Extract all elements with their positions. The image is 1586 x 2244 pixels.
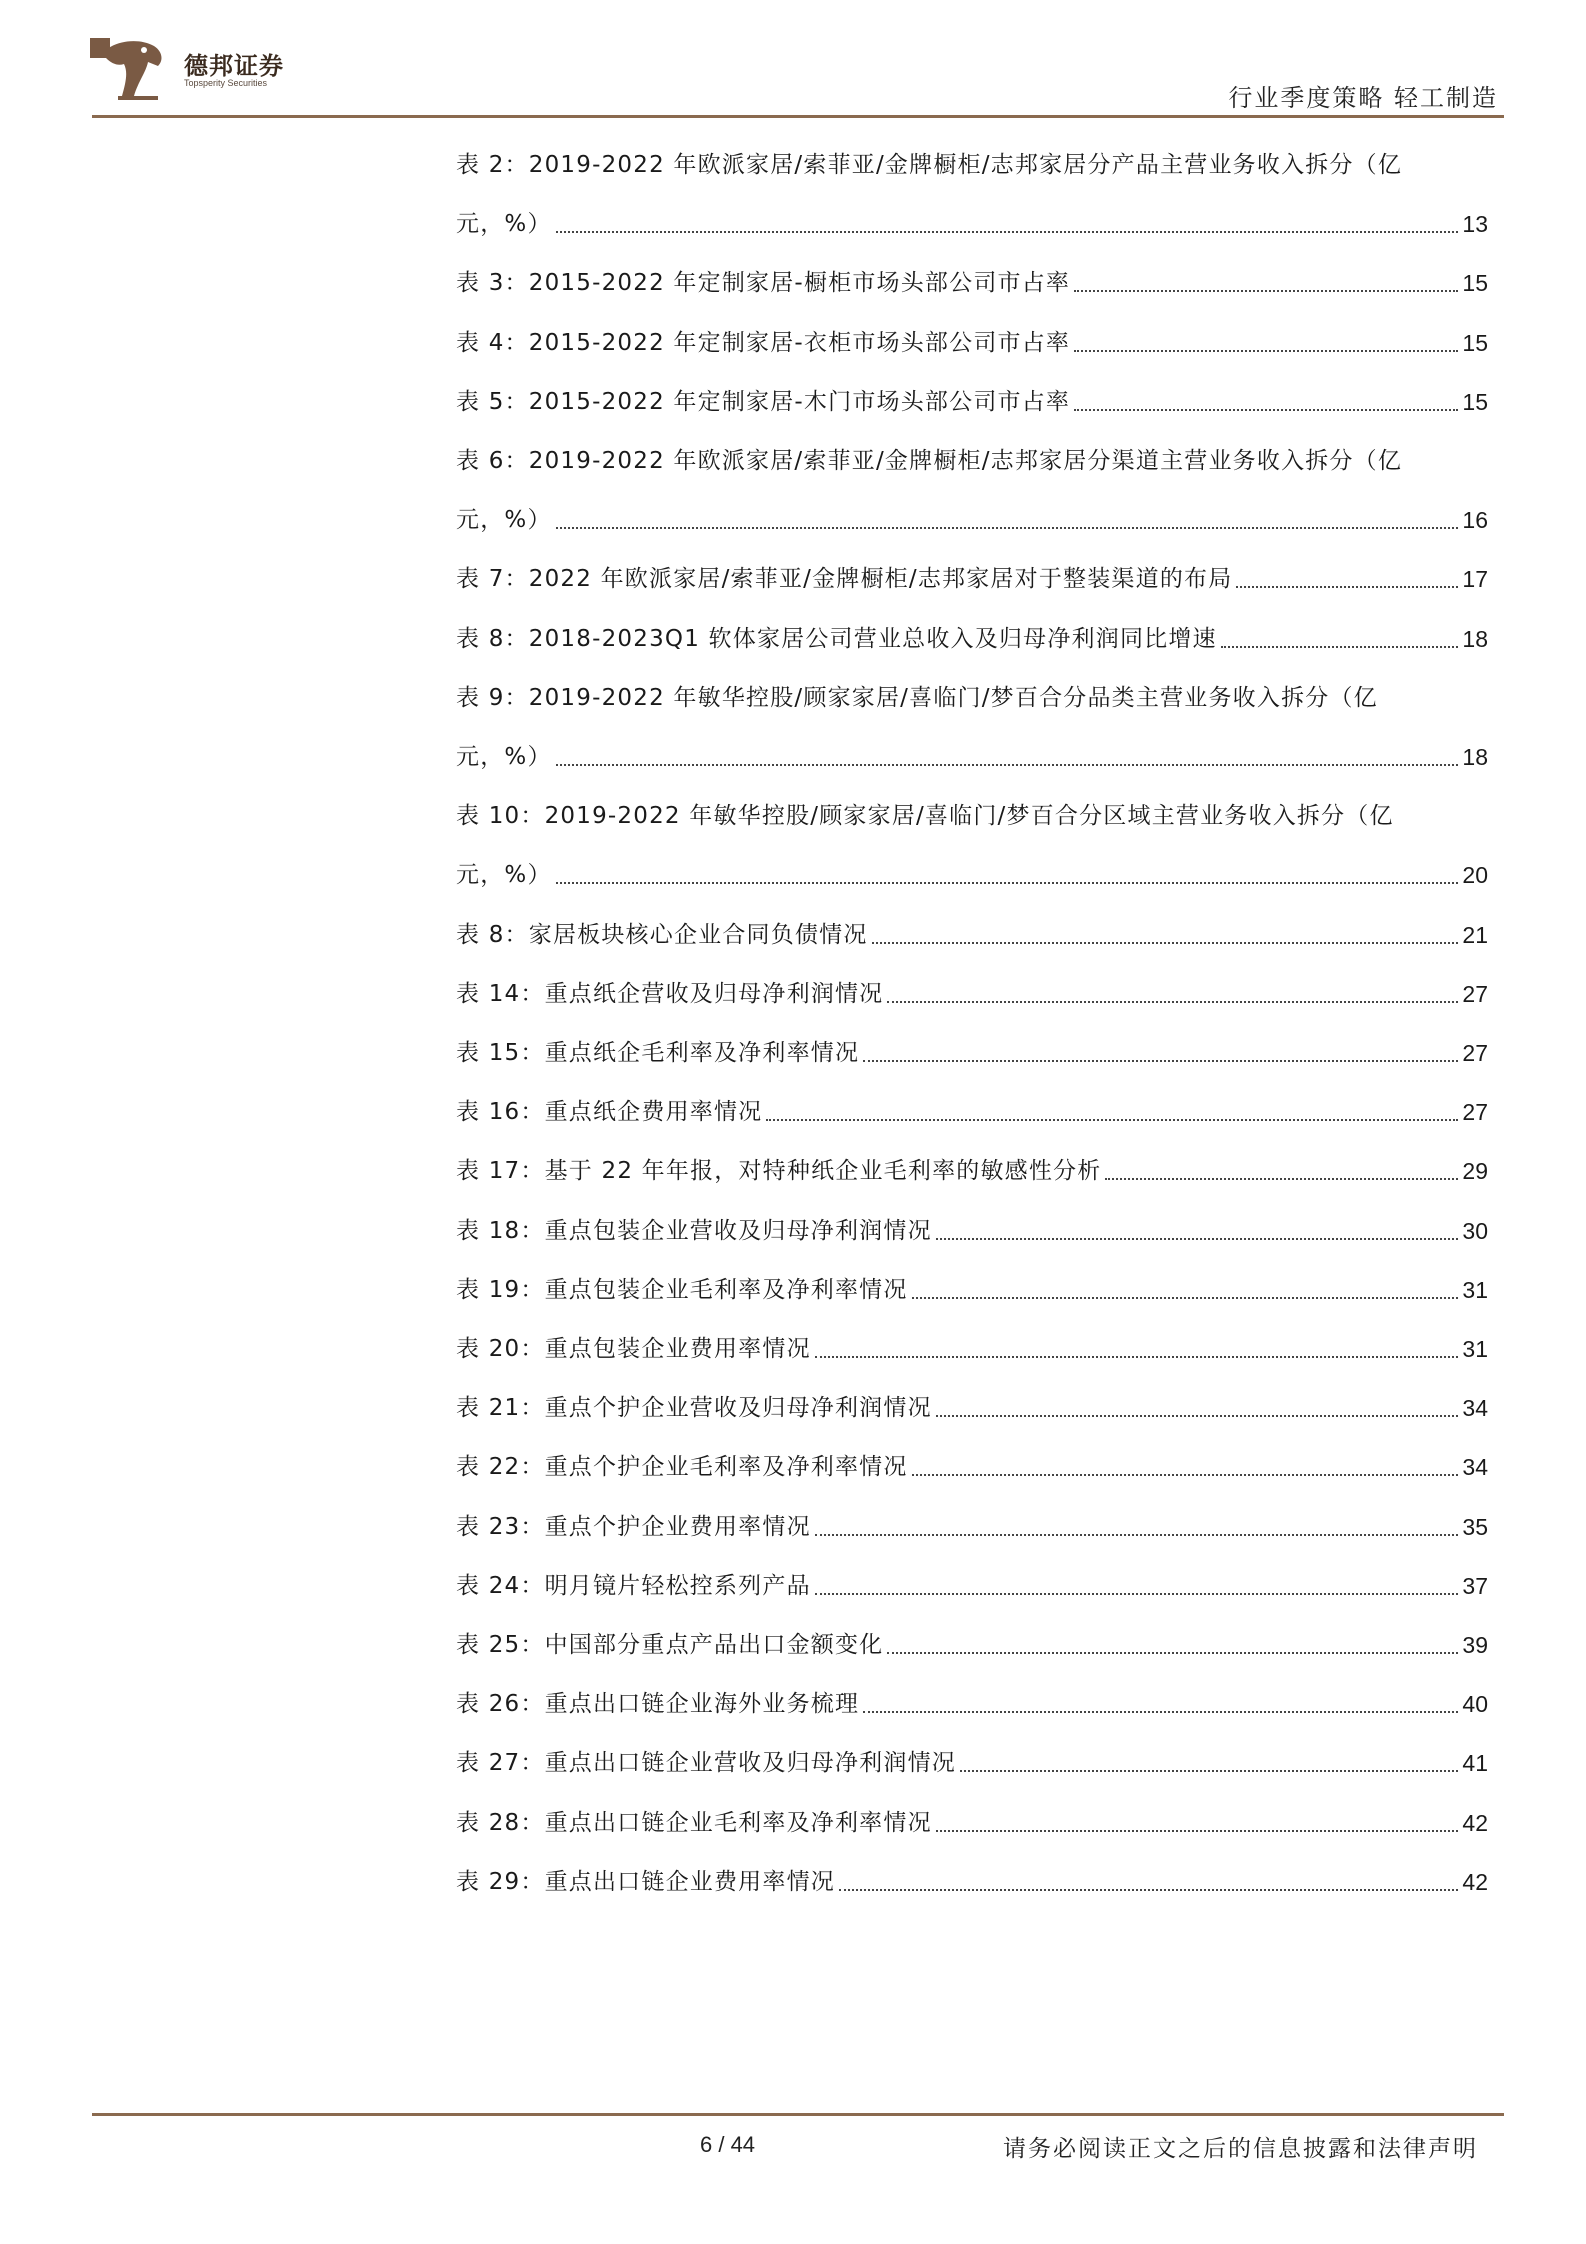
toc-entry[interactable] [456, 1803, 1488, 1843]
toc-entry[interactable] [456, 1447, 1488, 1487]
toc-leader-dots [556, 763, 1459, 766]
toc-leader-dots [936, 1237, 1459, 1240]
company-logo [88, 36, 308, 106]
toc-leader-dots [815, 1533, 1459, 1536]
toc-entry-page: 13 [1462, 211, 1488, 238]
toc-entry-page: 39 [1462, 1632, 1488, 1658]
toc-leader-dots [1236, 585, 1458, 588]
toc-entry-title: 表 10：2019-2022 年敏华控股/顾家家居/喜临门/梦百合分区域主营业务收入拆分（亿 [456, 803, 1394, 830]
header-divider [92, 115, 1504, 118]
toc-entry-title: 表 29：重点出口链企业费用率情况 [456, 1868, 835, 1895]
toc-entry[interactable] [456, 263, 1488, 303]
toc-entry-title: 表 8：2018-2023Q1 软体家居公司营业总收入及归母净利润同比增速 [456, 625, 1217, 652]
toc-entry-page: 31 [1462, 1336, 1488, 1362]
toc-entry[interactable] [456, 1388, 1488, 1428]
toc-entry-title: 表 14：重点纸企营收及归母净利润情况 [456, 980, 884, 1007]
report-type-label: 行业季度策略 轻工制造 [1228, 84, 1498, 112]
toc-entry-title: 表 5：2015-2022 年定制家居-木门市场头部公司市占率 [456, 388, 1071, 415]
toc-leader-dots [839, 1888, 1458, 1891]
toc-entry-title: 表 15：重点纸企毛利率及净利率情况 [456, 1040, 860, 1066]
toc-entry-page: 42 [1462, 1809, 1488, 1836]
page-number: 6 / 44 [700, 2132, 756, 2157]
toc-entry[interactable] [456, 500, 1488, 540]
toc-entry-title: 表 6：2019-2022 年欧派家居/索菲亚/金牌橱柜/志邦家居分渠道主营业务收入拆分（亿 [456, 448, 1403, 474]
toc-entry-title: 表 8：家居板块核心企业合同负债情况 [456, 921, 868, 948]
toc-entry-title: 表 2：2019-2022 年欧派家居/索菲亚/金牌橱柜/志邦家居分产品主营业务收入拆分（亿 [456, 152, 1403, 178]
toc-entry[interactable] [456, 1862, 1488, 1902]
toc-entry-page: 31 [1462, 1276, 1488, 1303]
toc-entry-page: 37 [1462, 1572, 1488, 1599]
toc-leader-dots [1074, 289, 1458, 292]
toc-entry-title: 表 24：明月镜片轻松控系列产品 [456, 1572, 811, 1599]
toc-entry[interactable] [456, 619, 1488, 659]
footer-divider [92, 2113, 1504, 2116]
toc-entry-title: 表 3：2015-2022 年定制家居-橱柜市场头部公司市占率 [456, 270, 1071, 297]
toc-entry-page: 27 [1462, 1040, 1488, 1066]
toc-entry[interactable] [456, 441, 1488, 481]
toc-entry[interactable] [456, 1329, 1488, 1369]
toc-entry-page: 21 [1462, 921, 1488, 948]
toc-entry-page: 15 [1462, 270, 1488, 297]
toc-entry[interactable] [456, 974, 1488, 1014]
toc-entry[interactable] [456, 796, 1488, 836]
toc-leader-dots [863, 1710, 1458, 1713]
toc-entry[interactable] [456, 1151, 1488, 1191]
brand-name-cn: 德邦证券 [184, 52, 284, 80]
toc-entry-title: 表 20：重点包装企业费用率情况 [456, 1336, 811, 1362]
toc-leader-dots [863, 1059, 1458, 1062]
toc-entry-page: 27 [1462, 980, 1488, 1007]
toc-entry[interactable] [456, 855, 1488, 895]
toc-entry-page: 41 [1462, 1750, 1488, 1777]
toc-entry[interactable] [456, 323, 1488, 363]
toc-entry[interactable] [456, 382, 1488, 422]
toc-entry-title: 表 22：重点个护企业毛利率及净利率情况 [456, 1454, 908, 1481]
toc-leader-dots [872, 941, 1459, 944]
toc-leader-dots [912, 1296, 1459, 1299]
toc-leader-dots [887, 1000, 1458, 1003]
toc-leader-dots [1074, 408, 1458, 411]
toc-entry-page: 40 [1462, 1691, 1488, 1718]
toc-entry-title: 元，%） [456, 507, 552, 534]
toc-entry-page: 18 [1462, 625, 1488, 652]
toc-entry-page: 20 [1462, 862, 1488, 889]
toc-entry[interactable] [456, 145, 1488, 185]
toc-entry[interactable] [456, 559, 1488, 599]
toc-entry-page: 35 [1462, 1513, 1488, 1540]
toc-leader-dots [1221, 645, 1459, 648]
toc-leader-dots [936, 1414, 1459, 1417]
toc-entry-title: 表 18：重点包装企业营收及归母净利润情况 [456, 1217, 932, 1244]
toc-entry-title: 表 16：重点纸企费用率情况 [456, 1099, 763, 1126]
toc-entry[interactable] [456, 1743, 1488, 1783]
toc-leader-dots [766, 1118, 1458, 1121]
brand-name-en: Topsperity Securities [184, 78, 268, 88]
toc-entry-title: 表 28：重点出口链企业毛利率及净利率情况 [456, 1809, 932, 1836]
toc-entry[interactable] [456, 678, 1488, 718]
toc-entry-page: 16 [1462, 507, 1488, 534]
toc-leader-dots [556, 526, 1459, 529]
toc-entry-title: 元，%） [456, 744, 552, 770]
horse-logo-icon [88, 36, 168, 106]
toc-entry[interactable] [456, 1507, 1488, 1547]
toc-leader-dots [1074, 349, 1458, 352]
toc-entry-page: 42 [1462, 1868, 1488, 1895]
toc-entry[interactable] [456, 1625, 1488, 1665]
toc-entry-title: 表 25：中国部分重点产品出口金额变化 [456, 1632, 884, 1658]
toc-entry[interactable] [456, 1684, 1488, 1724]
toc-entry-page: 30 [1462, 1217, 1488, 1244]
toc-entry-title: 表 19：重点包装企业毛利率及净利率情况 [456, 1276, 908, 1303]
toc-entry-title: 表 23：重点个护企业费用率情况 [456, 1513, 811, 1540]
toc-entry-title: 表 17：基于 22 年年报，对特种纸企业毛利率的敏感性分析 [456, 1158, 1102, 1185]
toc-entry-title: 表 4：2015-2022 年定制家居-衣柜市场头部公司市占率 [456, 329, 1071, 356]
toc-entry[interactable] [456, 1092, 1488, 1132]
toc-entry-page: 18 [1462, 744, 1488, 770]
toc-entry[interactable] [456, 1033, 1488, 1073]
toc-entry[interactable] [456, 1211, 1488, 1251]
toc-entry-title: 元，%） [456, 211, 552, 238]
toc-entry[interactable] [456, 737, 1488, 777]
toc-entry[interactable] [456, 1566, 1488, 1606]
toc-entry[interactable] [456, 204, 1488, 244]
toc-entry-page: 15 [1462, 388, 1488, 415]
toc-entry-page: 34 [1462, 1454, 1488, 1481]
toc-leader-dots [815, 1592, 1459, 1595]
toc-entry-title: 元，%） [456, 862, 552, 889]
toc-leader-dots [1105, 1177, 1458, 1180]
toc-entry-page: 27 [1462, 1099, 1488, 1126]
toc-leader-dots [960, 1769, 1458, 1772]
toc-entry-page: 34 [1462, 1395, 1488, 1422]
toc-leader-dots [936, 1829, 1459, 1832]
toc-entry-title: 表 27：重点出口链企业营收及归母净利润情况 [456, 1750, 956, 1777]
toc-entry-title: 表 7：2022 年欧派家居/索菲亚/金牌橱柜/志邦家居对于整装渠道的布局 [456, 566, 1233, 593]
toc-entry-title: 表 26：重点出口链企业海外业务梳理 [456, 1691, 860, 1718]
toc-entry-page: 29 [1462, 1158, 1488, 1185]
toc-leader-dots [912, 1473, 1459, 1476]
toc-leader-dots [556, 230, 1459, 233]
toc-entry[interactable] [456, 915, 1488, 955]
toc-leader-dots [815, 1355, 1459, 1358]
toc-leader-dots [887, 1651, 1458, 1654]
toc-entry-page: 15 [1462, 329, 1488, 356]
toc-entry-page: 17 [1462, 566, 1488, 593]
toc-entry-title: 表 9：2019-2022 年敏华控股/顾家家居/喜临门/梦百合分品类主营业务收入拆分（亿 [456, 684, 1378, 711]
toc-entry[interactable] [456, 1270, 1488, 1310]
footer-disclaimer: 请务必阅读正文之后的信息披露和法律声明 [1003, 2136, 1478, 2162]
toc-entry-title: 表 21：重点个护企业营收及归母净利润情况 [456, 1395, 932, 1422]
toc-leader-dots [556, 881, 1459, 884]
